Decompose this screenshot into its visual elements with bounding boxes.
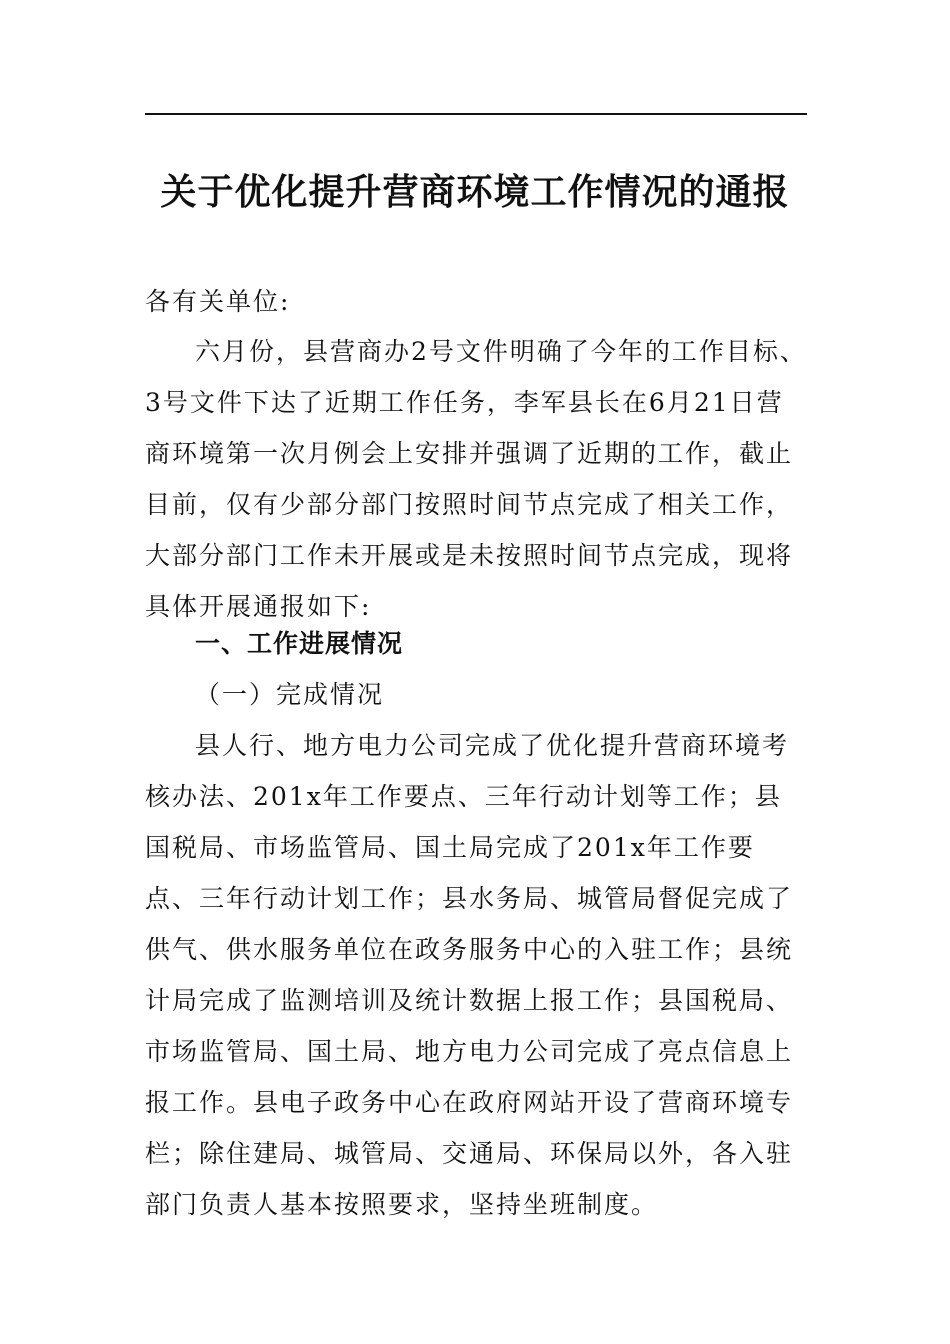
completion-paragraph: 县人行、地方电力公司完成了优化提升营商环境考核办法、201x年工作要点、三年行动计划等工作；县国税局、市场监管局、国土局完成了201x年工作要点、三年行动计划工作；县水务局、城管局督促完成了供气、供水服务单位在政务服务中心的入驻工作；县统计局完成了监测培训及统计数据上报工作；县国税局、市场监管局、国土局、地方电力公司完成了亮点信息上报工作。县电子政务中心在政府网站开设了营商环境专栏；除住建局、城管局、交通局、环保局以外，各入驻部门负责人基本按照要求，坚持坐班制度。	[145, 731, 794, 1219]
section-heading: 一、工作进展情况	[195, 629, 404, 658]
subsection-heading: （一）完成情况	[195, 680, 385, 709]
salutation: 各有关单位:	[145, 287, 291, 316]
intro-paragraph: 六月份，县营商办2号文件明确了今年的工作目标、3号文件下达了近期工作任务，李军县长在6月21日营商环境第一次月例会上安排并强调了近期的工作，截止目前，仅有少部分部门按照时间节点完成了相关工作，大部分部门工作未开展或是未按照时间节点完成，现将具体开展通报如下:	[145, 337, 807, 621]
header-rule	[145, 113, 807, 115]
document-title: 关于优化提升营商环境工作情况的通报	[160, 171, 790, 213]
